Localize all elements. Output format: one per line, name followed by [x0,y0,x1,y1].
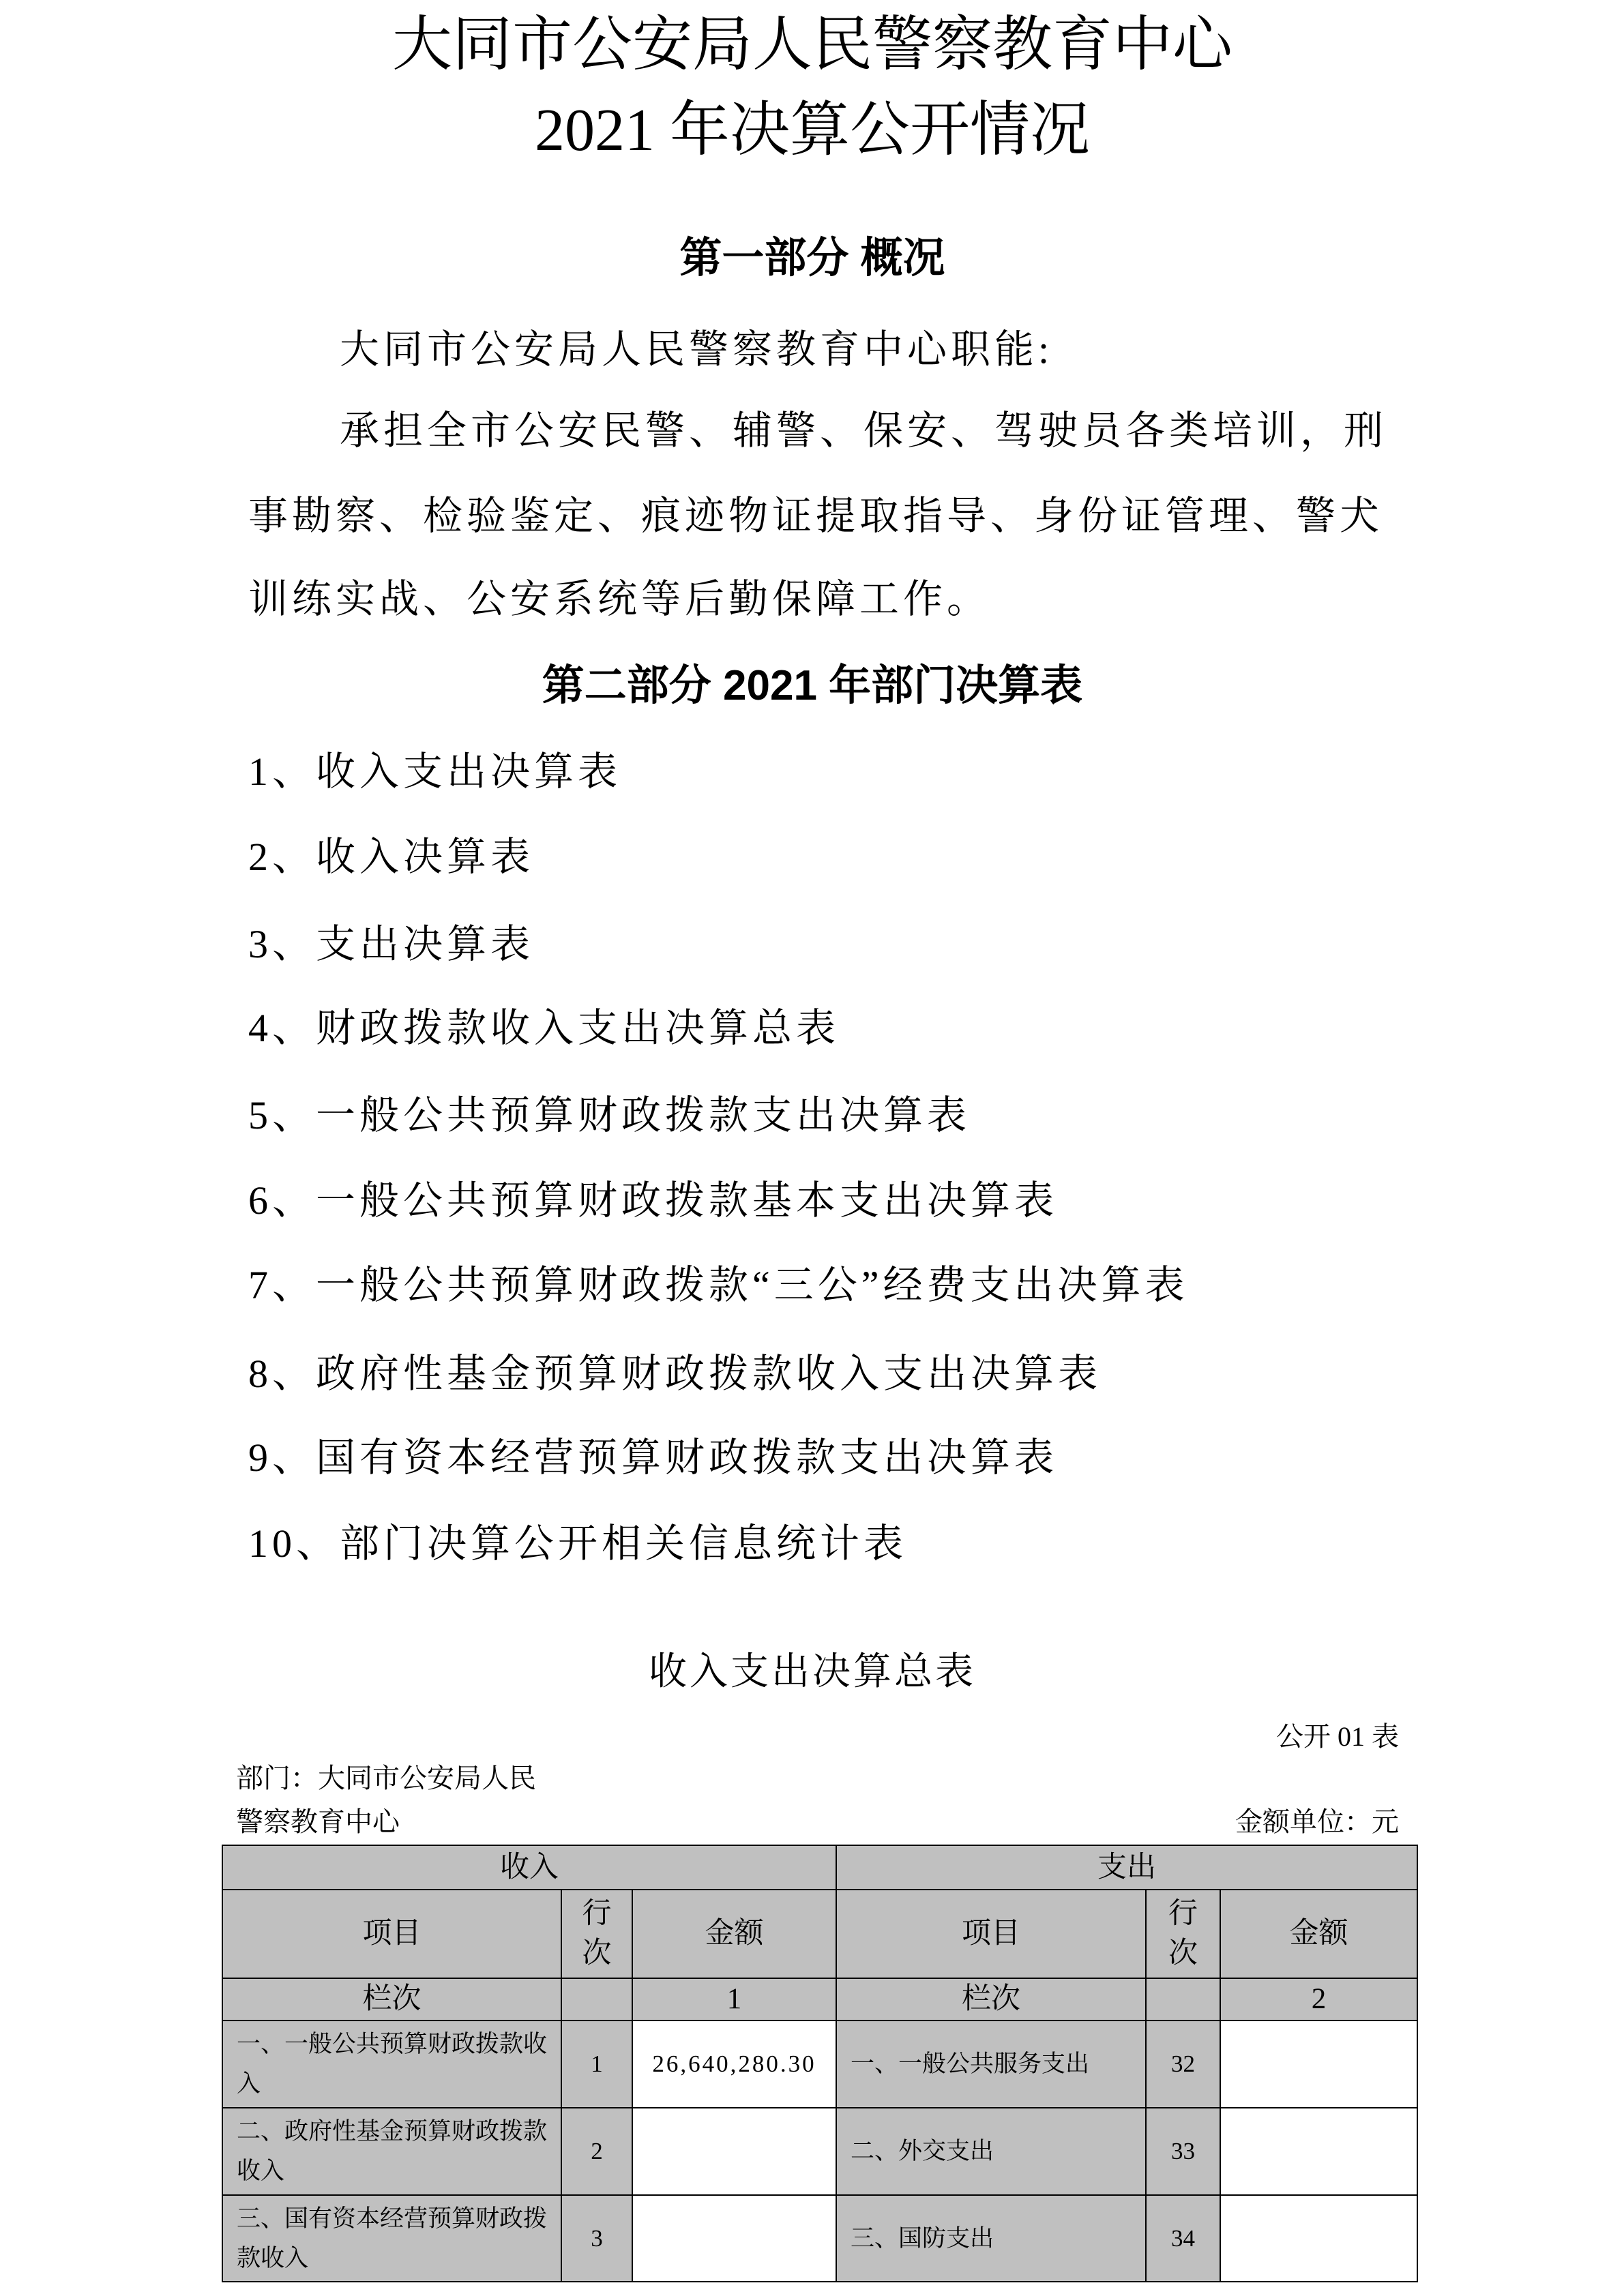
expense-item-cell: 二、外交支出 [836,2108,1146,2195]
document-title-line-1: 大同市公安局人民警察教育中心 [392,12,1232,78]
expense-amount-cell [1220,2021,1417,2108]
table-header-row-columns [222,1890,1417,1978]
toc-item-9: 9、国有资本经营预算财政拨款支出决算表 [248,1435,1059,1480]
table-title: 收入支出决算总表 [649,1651,976,1693]
toc-item-7: 7、一般公共预算财政拨款“三公”经费支出决算表 [248,1263,1189,1307]
income-line-cell: 1 [561,2021,632,2108]
toc-item-1: 1、收入支出决算表 [248,749,622,794]
toc-item-8: 8、政府性基金预算财政拨款收入支出决算表 [248,1352,1102,1396]
toc-item-3: 3、支出决算表 [248,922,535,966]
income-line-column-label: 行次 [582,1897,612,1969]
toc-item-2: 2、收入决算表 [248,835,535,879]
income-line-cell: 2 [561,2108,632,2195]
amount-unit-label: 金额单位：元 [1235,1806,1399,1837]
income-expense-summary-table [222,1845,1418,2282]
department-label-line-1: 部门：大同市公安局人民 [236,1763,536,1793]
expense-amount-column-index: 2 [1220,1978,1417,2021]
expense-line-cell: 34 [1146,2195,1220,2282]
expense-line-column-label: 行次 [1168,1897,1198,1969]
part1-paragraph-line-3: 训练实战、公安系统等后勤保障工作。 [248,577,991,621]
expense-amount-cell [1220,2108,1417,2195]
part2-heading: 第二部分 2021 年部门决算表 [542,662,1083,709]
income-column-index-label: 栏次 [222,1978,561,2021]
form-code: 公开 01 表 [1276,1721,1399,1752]
income-line-cell: 3 [561,2195,632,2282]
expense-line-cell: 32 [1146,2021,1220,2108]
table-row [222,2021,1417,2108]
department-label-line-2: 警察教育中心 [236,1806,400,1837]
income-section-header: 收入 [222,1845,836,1890]
expense-item-cell: 三、国防支出 [836,2195,1146,2282]
expense-section-header: 支出 [836,1845,1417,1890]
expense-column-index-label: 栏次 [836,1978,1146,2021]
table-column-index-row [222,1978,1417,2021]
expense-item-cell: 一、一般公共服务支出 [836,2021,1146,2108]
toc-item-10: 10、部门决算公开相关信息统计表 [248,1521,908,1566]
expense-line-index-empty-cell [1146,1978,1220,2021]
income-item-column-header: 项目 [222,1890,561,1978]
table-row [222,2195,1417,2282]
expense-item-column-header: 项目 [836,1890,1146,1978]
table-header-row-sections [222,1845,1417,1890]
income-line-index-empty-cell [561,1978,632,2021]
income-amount-column-index: 1 [632,1978,836,2021]
expense-amount-column-header: 金额 [1220,1890,1417,1978]
part1-paragraph-line-2: 事勘察、检验鉴定、痕迹物证提取指导、身份证管理、警犬 [248,494,1384,538]
part1-heading: 第一部分 概况 [679,235,945,282]
income-amount-cell: 26,640,280.30 [632,2021,836,2108]
part1-intro: 大同市公安局人民警察教育中心职能: [340,327,1054,372]
income-item-cell: 一、一般公共预算财政拨款收入 [222,2021,561,2108]
toc-item-6: 6、一般公共预算财政拨款基本支出决算表 [248,1178,1059,1223]
expense-line-column-header [1146,1890,1220,1978]
income-amount-column-header: 金额 [632,1890,836,1978]
table-row [222,2108,1417,2195]
expense-amount-cell [1220,2195,1417,2282]
toc-item-4: 4、财政拨款收入支出决算总表 [248,1006,840,1050]
income-item-cell: 三、国有资本经营预算财政拨款收入 [222,2195,561,2282]
income-amount-cell [632,2195,836,2282]
income-amount-cell [632,2108,836,2195]
toc-item-5: 5、一般公共预算财政拨款支出决算表 [248,1093,971,1137]
income-item-cell: 二、政府性基金预算财政拨款收入 [222,2108,561,2195]
expense-line-cell: 33 [1146,2108,1220,2195]
part1-paragraph-line-1: 承担全市公安民警、辅警、保安、驾驶员各类培训，刑 [340,408,1388,453]
income-line-column-header [561,1890,632,1978]
document-title-line-2: 2021 年决算公开情况 [534,98,1090,164]
